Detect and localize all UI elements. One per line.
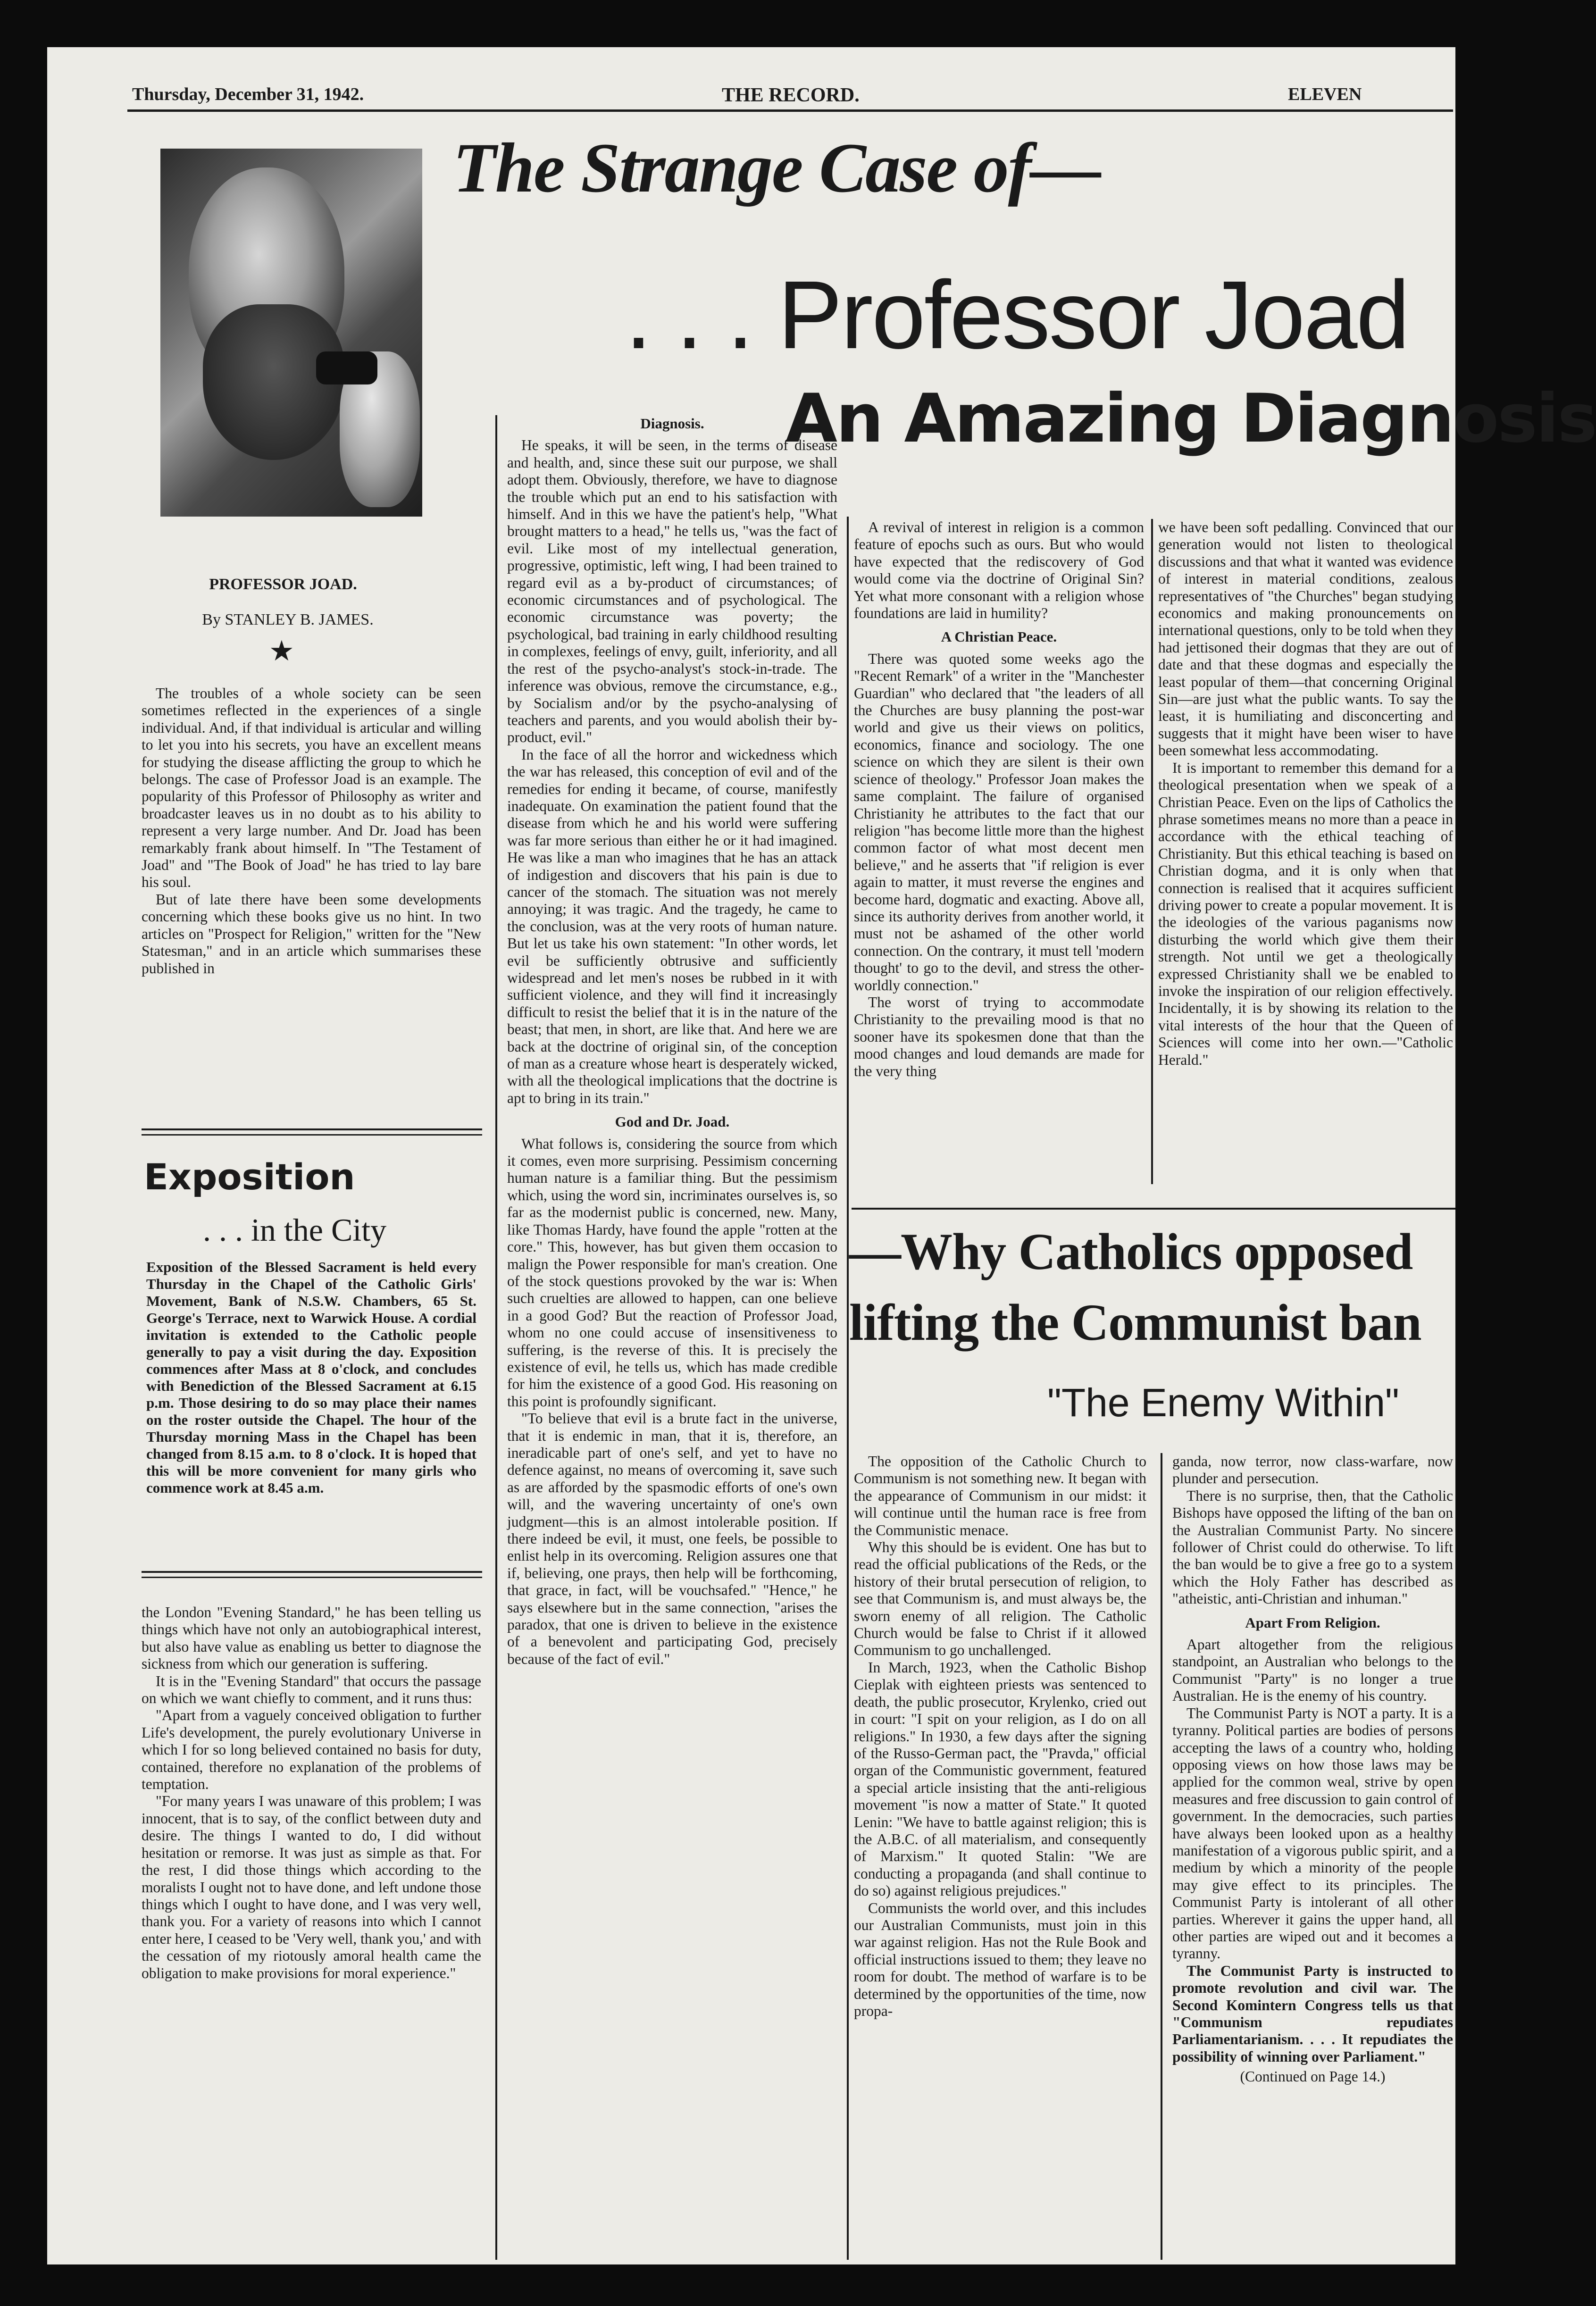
communist-headline-1: —Why Catholics opposed bbox=[849, 1223, 1413, 1280]
subhead-diagnosis: Diagnosis. bbox=[640, 415, 704, 432]
exposition-rule-bottom2 bbox=[142, 1577, 482, 1578]
headline-sub: An Amazing Diagnosis bbox=[785, 380, 1596, 458]
paragraph: "For many years I was unaware of this problem; I was innocent, that is to say, of the conflict between duty and desire. The things I wanted to do, I did without hesitation or remorse. It was just as simple as that. For the rest, I did those things which according to the moralists I ought not to have done, and left undone those things which I ought to have done, and I was very well, thank you. For a variety of reasons into which I cannot enter here, I ceased to be 'Very well, thank you,' and with the cessation of my riotously amoral health came the obligation to make provisions for moral experience." bbox=[142, 1793, 481, 1981]
photo-caption: PROFESSOR JOAD. bbox=[209, 576, 357, 593]
subhead-apart-from-religion: Apart From Religion. bbox=[1245, 1614, 1380, 1631]
exposition-text: Exposition of the Blessed Sacrament is held every Thursday in the Chapel of the Catholic Girls' Movement, Bank of N.S.W. Chambers, 65 St. George's Terrace, next to Warwick House. A cordial invitation is extended to the Catholic people generally to pay a visit during the day. Exposition commences after Mass at 8 o'clock, and concludes with Benediction of the Blessed Sacrament at 6.15 p.m. Those desiring to do so may place their names on the roster outside the Chapel. The hour of the Thursday morning Mass in the Chapel has been changed from 8.15 a.m. to 8 o'clock. It is hoped that this will be more convenient for many girls who commence work at 8.45 a.m. bbox=[146, 1259, 476, 1496]
paragraph: A revival of interest in religion is a common feature of epochs such as ours. But who would have expected that the rediscovery of God would come via the doctrine of Original Sin? Yet what more consonant with a religion whose foundations are laid in humility? bbox=[854, 519, 1144, 622]
paragraph: There was quoted some weeks ago the "Recent Remark" of a writer in the "Manchester Guardian" who declared that "the leaders of all the Churches are busy planning the post-war world and give us their views on politics, economics, finance and sociology. The one science on which they are silent is their own science of theology." Professor Joan makes the same complaint. The failure of organised Christianity he attributes to the fact that our religion "has become little more than the highest common factor of what most decent men believe," and he asserts that "if religion is ever again to matter, it must reverse the engines and become hard, dogmatic and exacting. Above all, since its authority derives from another world, it must not be ashamed of the other world connection. On the contrary, it must tell 'modern thought' to go to the devil, and stress the other-worldly connection." bbox=[854, 650, 1144, 994]
professor-joad-photo bbox=[160, 149, 422, 517]
joad-column-2 bbox=[507, 415, 837, 1668]
issue-date: Thursday, December 31, 1942. bbox=[132, 84, 364, 104]
newspaper-page bbox=[47, 47, 1596, 2264]
paragraph: There is no surprise, then, that the Catholic Bishops have opposed the lifting of the ban on the Australian Communist Party. No sincere follower of Christ could do otherwise. To lift the ban would be to give a free go to a system which the Holy Father has described as "atheistic, anti-Christian and inhuman." bbox=[1172, 1487, 1453, 1607]
column-divider-4 bbox=[1161, 1453, 1162, 2260]
paper-name: THE RECORD. bbox=[722, 84, 860, 106]
exposition-rule-top bbox=[142, 1128, 482, 1130]
exposition-body bbox=[146, 1259, 476, 1496]
paragraph: But of late there have been some developments concerning which these books give us no hint. In two articles on "Prospect for Religion," written for the "New Statesman," and in an article which summarises these published in bbox=[142, 891, 481, 977]
column-divider-2 bbox=[847, 517, 849, 2260]
paragraph: The Communist Party is instructed to promote revolution and civil war. The Second Komintern Congress tells us that "Communism repudiates Parliamentarianism. . . . It repudiates the possibility of winning over Parliament." bbox=[1172, 1962, 1453, 2065]
joad-column-1 bbox=[142, 685, 481, 977]
column-divider-1 bbox=[495, 415, 497, 2260]
continued-notice: (Continued on Page 14.) bbox=[1240, 2068, 1386, 2085]
joad-column-4 bbox=[1158, 519, 1453, 1069]
headline-top: The Strange Case of— bbox=[453, 129, 1101, 207]
star-ornament: ★ bbox=[269, 635, 294, 667]
communist-headline-2: lifting the Communist ban bbox=[849, 1294, 1421, 1351]
communist-rule bbox=[852, 1208, 1455, 1210]
paragraph: ganda, now terror, now class-warfare, now plunder and persecution. bbox=[1172, 1453, 1453, 1487]
headline-main: . . . Professor Joad bbox=[625, 261, 1409, 369]
paragraph: we have been soft pedalling. Convinced that our generation would not listen to theological discussions and that what it wanted was evidence of interest in material conditions, zealous representatives of "the Churches" began studying economics and making pronouncements on international questions, only to be told when they had jettisoned their dogmas that they are out of date and that these dogmas and especially the least popular of them—that concerning Original Sin—are just what the public wants. To say the least, it is humiliating and disconcerting and suggests that it might have been wiser to have been somewhat less accommodating. bbox=[1158, 519, 1453, 759]
paragraph: It is in the "Evening Standard" that occurs the passage on which we want chiefly to comment, and it runs thus: bbox=[142, 1672, 481, 1707]
column-divider-3 bbox=[1151, 519, 1153, 1184]
paragraph: "Apart from a vaguely conceived obligation to further Life's development, the purely evolutionary Universe in which I for so long believed contained no basis for duty, contained, therefore no explanation of the problems of temptation. bbox=[142, 1707, 481, 1793]
paragraph: In March, 1923, when the Catholic Bishop Cieplak with eighteen priests was sentenced to death, the public prosecutor, Krylenko, cried out in court: "I spit on your religion, as I do on all religions." In 1930, a few days after the signing of the Russo-German pact, the "Pravda," official organ of the Communistic government, featured a special article insisting that the anti-religious movement "is now a matter of State." It quoted Lenin: "We have to battle against religion; this is the A.B.C. of all materialism, and consequently of Marxism." It quoted Stalin: "We are conducting a propaganda (and shall continue to do so) against religious prejudices." bbox=[854, 1659, 1146, 1899]
page-number: ELEVEN bbox=[1288, 84, 1362, 104]
paragraph: "To believe that evil is a brute fact in the universe, that it is endemic in man, that it is, therefore, an ineradicable part of one's self, and yet to have no defence against, no means of overcoming it, save such as are afforded by the spasmodic efforts of one's own will, and the wavering uncertainty of one's own judgment—this is an almost intolerable position. If there indeed be evil, it must, one feels, be possible to enlist help in its overcoming. Religion assures one that if, believing, one prays, then help will be forthcoming, that grace, in fact, will be vouchsafed." "Hence," he says elsewhere but in the same connection, "arises the paradox, that one is driven to believe in the existence of a benevolent and participating God, precisely because of the fact of evil." bbox=[507, 1410, 837, 1667]
header-rule bbox=[127, 109, 1453, 112]
paragraph: In the face of all the horror and wickedness which the war has released, this conception of evil and of the remedies for ending it became, of course, manifestly inadequate. On examination the patient found that the disease from which he and his world were suffering was far more serious than either he or it had imagined. He was like a man who imagines that he has an attack of indigestion and discovers that his pain is due to cancer of the stomach. The situation was not merely annoying; it was tragic. And the tragedy, he came to the conclusion, was at the very roots of human nature. But let us take his own statement: "In other words, let evil be sufficiently obtrusive and sufficiently widespread and let men's noses be rubbed in it with sufficient violence, and they will find it increasingly difficult to resist the belief that it is in the nature of the beast; that men, in short, are like that. And here we are back at the doctrine of original sin, of the conception of man as a creature whose heart is desperately wicked, with all the theological implications that the doctrine is apt to bring in its train." bbox=[507, 746, 837, 1106]
exposition-subtitle: . . . in the City bbox=[203, 1212, 387, 1248]
paragraph: What follows is, considering the source from which it comes, even more surprising. Pessimism concerning human nature is a familiar thing. But the pessimism which, using the word sin, incriminates ourselves is, so far as the modernist public is concerned, new. Many, like Thomas Hardy, have found the apple "rotten at the core." This, however, has but given them occasion to malign the Power responsible for man's creation. One of the stock questions provoked by the war is: When such cruelties are allowed to happen, can one believe in a good God? But the reaction of Professor Joad, whom no one could accuse of insensitiveness to suffering, is the reverse of this. It is precisely the existence of evil, he tells us, which has made credible for him the existence of a good God. His reasoning on this point is profoundly significant. bbox=[507, 1135, 837, 1410]
paragraph: The Communist Party is NOT a party. It is a tyranny. Political parties are bodies of persons accepting the laws of a country who, holding opposing views on how those laws may be applied for the common weal, strive by open measures and free discussion to gain control of government. In the democracies, such parties have always been looked upon as a healthy manifestation of a vigorous public spirit, and a medium by which a minority of the people may give effect to its principles. The Communist Party is intolerant of all other parties. Wherever it gains the upper hand, all other parties are wiped out and it becomes a tyranny. bbox=[1172, 1704, 1453, 1962]
paragraph: He speaks, it will be seen, in the terms of disease and health, and, since these suit our purpose, we shall adopt them. Obviously, therefore, we have to diagnose the trouble which put an end to his satisfaction with himself. And in this we have the patient's help, "What brought matters to a head," he tells us, "was the fact of evil. Like most of my intellectual generation, progressive, optimistic, left wing, I had been trained to regard evil as a by-product of circumstances; of economic circumstances and of psychological. The economic circumstance was poverty; the psychological, bad training in early childhood resulting in complexes, feelings of envy, guilt, inferiority, and all the rest of the psycho-analyst's stock-in-trade. The inference was obvious, remove the circumstance, e.g., by Socialism and/or by the psycho-analysing of teachers and parents, and you would abolish their by-product, evil." bbox=[507, 437, 837, 746]
paragraph: Why this should be is evident. One has but to read the official publications of the Reds, or the history of their brutal persecution of religion, to see that Communism is, and must always be, the sworn enemy of all religion. The Catholic Church would be false to Christ if it allowed Communism to go unchallenged. bbox=[854, 1539, 1146, 1659]
communist-subhead: "The Enemy Within" bbox=[1047, 1380, 1399, 1425]
paragraph: The opposition of the Catholic Church to Communism is not something new. It began with the appearance of Communism in our midst: it will continue until the human race is free from the Communistic menace. bbox=[854, 1453, 1146, 1538]
exposition-rule-top2 bbox=[142, 1134, 482, 1136]
exposition-title: Exposition bbox=[144, 1156, 355, 1198]
joad-column-1-cont bbox=[142, 1604, 481, 1982]
paragraph: The worst of trying to accommodate Christianity to the prevailing mood is that no sooner have its spokesmen done that than the mood changes and loud demands are made for the very thing bbox=[854, 994, 1144, 1079]
paragraph: It is important to remember this demand for a theological presentation when we speak of a Christian Peace. Even on the lips of Catholics the phrase sometimes means no more than a peace in accordance with the ethical teaching of Christianity. But this ethical teaching is based on Christian dogma, and it is only when that connection is realised that it acquires sufficient driving power to create a popular movement. It is the ideologies of the various paganisms now disturbing the world which give them their strength. Not until we get a theologically expressed Christianity shall we be enabled to invoke the inspiration of our religion effectively. Incidentally, it is by showing its relation to the vital interests of the hour that the Queen of Sciences will come into her own.—"Catholic Herald." bbox=[1158, 759, 1453, 1068]
communist-column-1 bbox=[854, 1453, 1146, 2020]
paragraph: the London "Evening Standard," he has been telling us things which have not only an autobiographical interest, but also have value as enabling us better to diagnose the sickness from which our generation is suffering. bbox=[142, 1604, 481, 1672]
communist-column-2 bbox=[1172, 1453, 1453, 2086]
paragraph: Communists the world over, and this includes our Australian Communists, must join in this war against religion. Has not the Rule Book and official instructions issued to them; they leave no room for doubt. The method of warfare is to be determined by the opportunities of the time, now propa- bbox=[854, 1899, 1146, 2019]
subhead-god-and-joad: God and Dr. Joad. bbox=[615, 1113, 730, 1130]
exposition-rule-bottom bbox=[142, 1571, 482, 1573]
subhead-christian-peace: A Christian Peace. bbox=[941, 628, 1057, 645]
paragraph: Apart altogether from the religious standpoint, an Australian who belongs to the Communist "Party" is no longer a true Australian. He is the enemy of his country. bbox=[1172, 1636, 1453, 1704]
paragraph: The troubles of a whole society can be seen sometimes reflected in the experiences of a single individual. And, if that individual is articular and willing to let you into his secrets, you have an excellent means for studying the disease afflicting the group to which he belongs. The case of Professor Joad is an example. The popularity of this Professor of Philosophy as writer and broadcaster leaves us in no doubt as to his ability to represent a very large number. And Dr. Joad has been remarkably frank about himself. In "The Testament of Joad" and "The Book of Joad" he has tried to lay bare his soul. bbox=[142, 685, 481, 891]
joad-column-3 bbox=[854, 519, 1144, 1080]
byline: By STANLEY B. JAMES. bbox=[202, 611, 374, 628]
